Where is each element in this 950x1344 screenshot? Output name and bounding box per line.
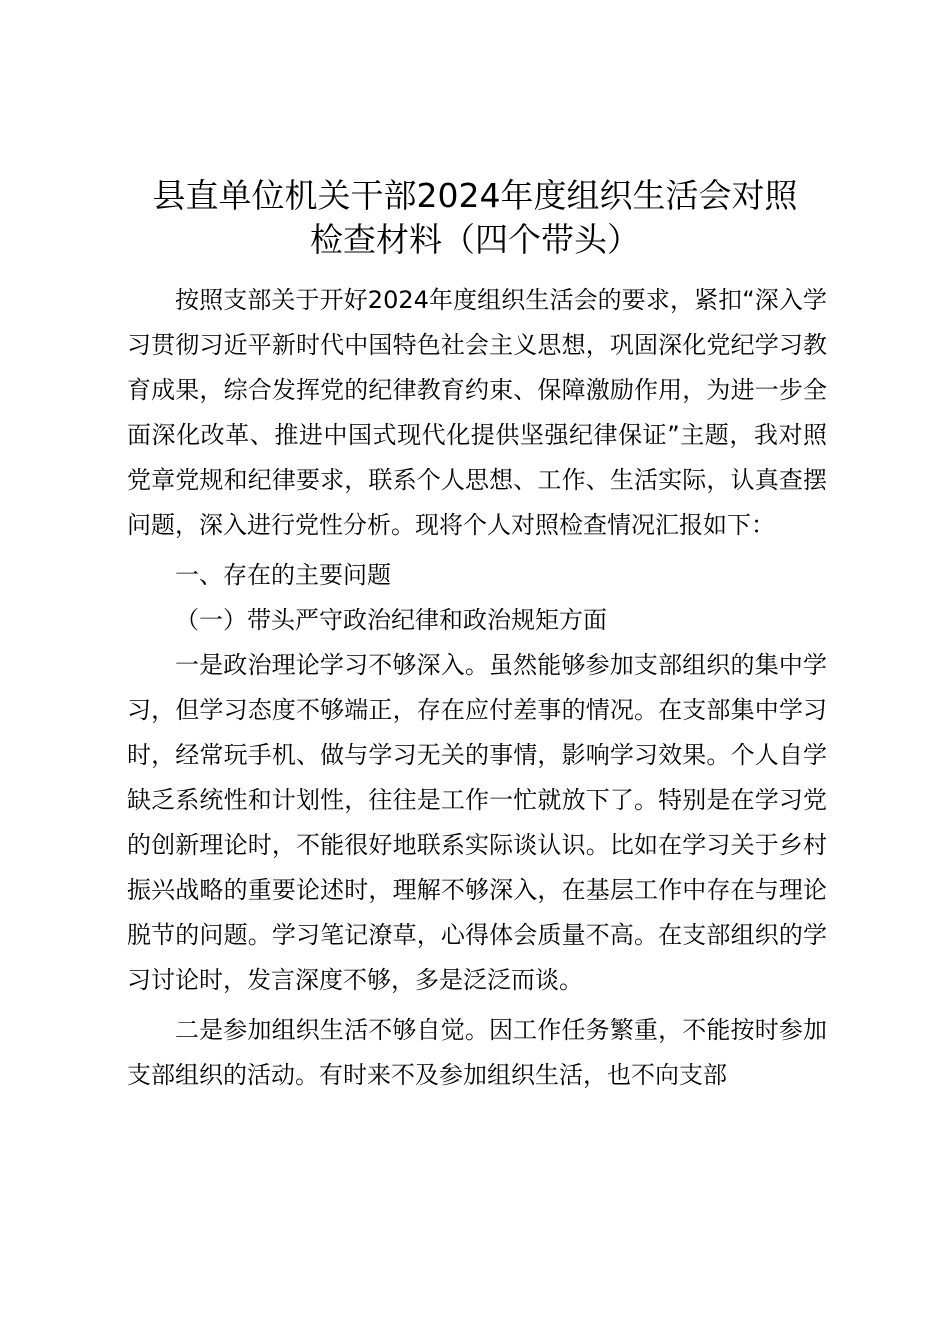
title-line-2: 检查材料（四个带头） <box>310 220 640 259</box>
document-body <box>127 278 827 1098</box>
document-title <box>110 174 840 262</box>
paragraph-intro: 按照支部关于开好2024年度组织生活会的要求，紧扣“深入学习贯彻习近平新时代中国特色社会主义思想，巩固深化党纪学习教育成果，综合发挥党的纪律教育约束、保障激励作用，为进一步全面深化改革、推进中国式现代化提供坚强纪律保证”主题，我对照党章党规和纪律要求，联系个人思想、工作、生活实际，认真查摆问题，深入进行党性分析。现将个人对照检查情况汇报如下： <box>127 286 827 539</box>
paragraph-issue-1: 一是政治理论学习不够深入。虽然能够参加支部组织的集中学习，但学习态度不够端正，存在应付差事的情况。在支部集中学习时，经常玩手机、做与学习无关的事情，影响学习效果。个人自学缺乏系统性和计划性，往往是工作一忙就放下了。特别是在学习党的创新理论时，不能很好地联系实际谈认识。比如在学习关于乡村振兴战略的重要论述时，理解不够深入，在基层工作中存在与理论脱节的问题。学习笔记潦草，心得体会质量不高。在支部组织的学习讨论时，发言深度不够，多是泛泛而谈。 <box>127 651 827 994</box>
paragraph-issue-2: 二是参加组织生活不够自觉。因工作任务繁重，不能按时参加支部组织的活动。有时来不及参加组织生活，也不向支部 <box>127 1016 827 1089</box>
section-heading: 一、存在的主要问题 <box>175 561 391 589</box>
subsection-heading: （一）带头严守政治纪律和政治规矩方面 <box>175 606 607 634</box>
title-line-1: 县直单位机关干部2024年度组织生活会对照 <box>152 176 798 215</box>
